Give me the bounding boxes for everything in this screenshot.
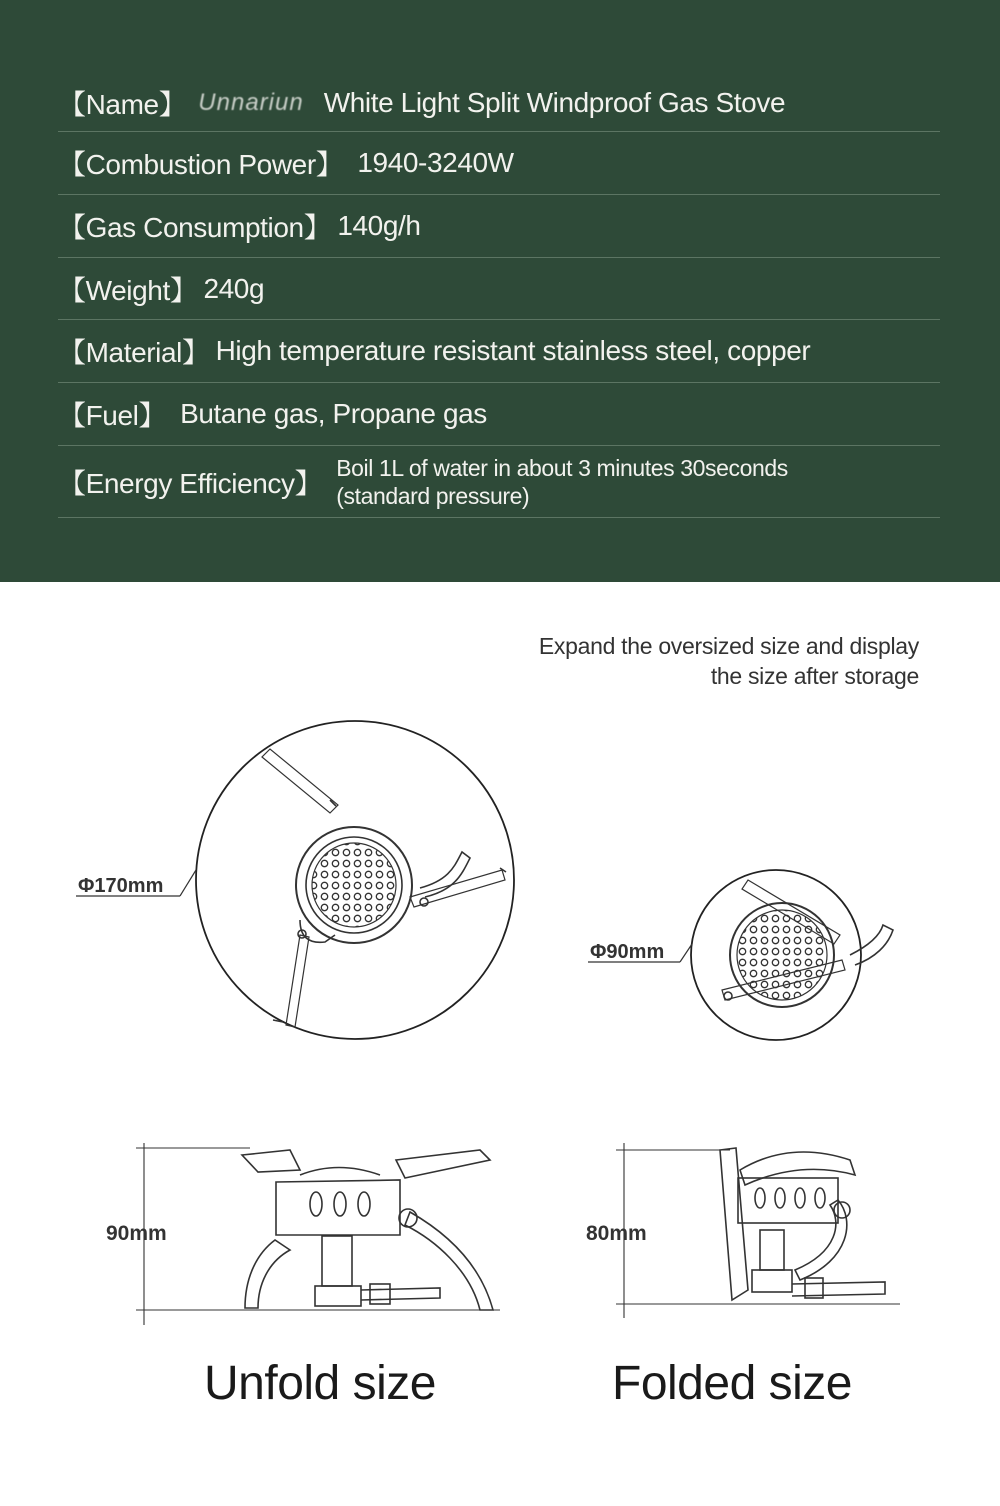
unfold-side-view	[226, 1150, 500, 1310]
stove-dimension-diagram	[0, 700, 1000, 1340]
spec-value-name: White Light Split Windproof Gas Stove	[323, 86, 786, 118]
unfold-height-label: 90mm	[106, 1222, 167, 1245]
unfold-top-view	[196, 721, 514, 1039]
spec-row-consumption	[58, 195, 940, 258]
spec-row-power	[58, 132, 940, 195]
folded-height-label: 80mm	[586, 1222, 647, 1245]
spec-value-fuel: Butane gas, Propane gas	[180, 398, 487, 429]
brand-logo: Unnariun	[198, 88, 304, 116]
spec-label-power: 【Combustion Power】	[58, 149, 344, 180]
spec-value-consumption: 140g/h	[337, 210, 421, 241]
spec-row-material	[58, 320, 940, 383]
unfold-size-label: Unfold size	[204, 1357, 436, 1410]
efficiency-line-1: Boil 1L of water in about 3 minutes 30seconds	[336, 454, 788, 481]
spec-value-efficiency	[336, 454, 896, 510]
caption-line-1: Expand the oversized size and display	[538, 633, 919, 659]
folded-diameter-label: Φ90mm	[590, 941, 665, 963]
spec-row-efficiency	[58, 446, 940, 518]
spec-row-fuel	[58, 383, 940, 446]
spec-label-consumption: 【Gas Consumption】	[58, 212, 332, 243]
spec-value-weight: 240g	[203, 272, 265, 304]
folded-side-view	[710, 1148, 900, 1304]
spec-value-material: High temperature resistant stainless steel, copper	[215, 335, 811, 366]
spec-label-weight: 【Weight】	[58, 274, 198, 306]
folded-top-view	[691, 870, 893, 1040]
spec-label-fuel: 【Fuel】	[58, 400, 167, 431]
unfold-diameter-label: Φ170mm	[78, 875, 164, 897]
spec-panel	[0, 0, 1000, 582]
spec-label-material: 【Material】	[58, 337, 210, 368]
spec-row-name	[58, 74, 940, 132]
folded-size-label: Folded size	[612, 1357, 852, 1410]
spec-label-efficiency: 【Energy Efficiency】	[58, 467, 323, 499]
spec-label-name: 【Name】	[58, 88, 187, 120]
size-caption	[539, 631, 919, 691]
spec-value-power: 1940-3240W	[357, 147, 514, 178]
efficiency-line-2: (standard pressure)	[336, 482, 530, 509]
spec-row-weight	[58, 258, 940, 320]
caption-line-2: the size after storage	[710, 663, 919, 689]
